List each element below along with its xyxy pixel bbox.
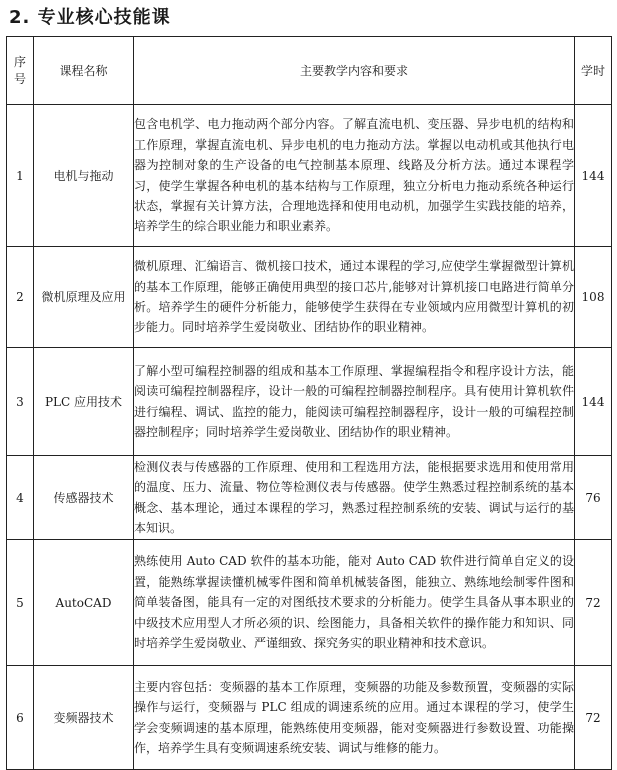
header-index: 序号 (7, 37, 34, 105)
table-row (7, 666, 612, 770)
row-course-name: 传感器技术 (34, 456, 134, 540)
course-table (6, 36, 612, 770)
table-row (7, 348, 612, 456)
row-hours: 108 (575, 247, 612, 348)
table-row (7, 456, 612, 540)
row-index: 3 (7, 348, 34, 456)
row-index: 2 (7, 247, 34, 348)
row-hours: 144 (575, 348, 612, 456)
row-course-name: 微机原理及应用 (34, 247, 134, 348)
row-index: 4 (7, 456, 34, 540)
row-content: 主要内容包括：变频器的基本工作原理，变频器的功能及参数预置，变频器的实际操作与运行，变频器与 PLC 组成的调速系统的应用。通过本课程的学习，使学生学会变频调速的基本原理，能熟练使用变频器，能对变频器进行参数设置、功能操作，培养学生具有变频调速系统安装、调试与维修的能力。 (134, 666, 575, 770)
row-content: 检测仪表与传感器的工作原理、使用和工程选用方法，能根据要求选用和使用常用的温度、压力、流量、物位等检测仪表与传感器。使学生熟悉过程控制系统的基本概念、基本理论，通过本课程的学习，熟悉过程控制系统的安装、调试与运行的基本知识。 (134, 456, 575, 540)
table-row (7, 247, 612, 348)
row-hours: 72 (575, 666, 612, 770)
row-hours: 144 (575, 105, 612, 247)
section-title: 2. 专业核心技能课 (9, 7, 171, 28)
table-header-row (7, 37, 612, 105)
header-course-name: 课程名称 (34, 37, 134, 105)
row-course-name: PLC 应用技术 (34, 348, 134, 456)
row-content: 包含电机学、电力拖动两个部分内容。了解直流电机、变压器、异步电机的结构和工作原理，掌握直流电机、异步电机的电力拖动方法。掌握以电动机或其他执行电器为控制对象的生产设备的电气控制基本原理、线路及分析方法。通过本课程学习，使学生掌握各种电机的基本结构与工作原理，独立分析电力拖动系统各种运行状态，掌握有关计算方法，合理地选择和使用电动机，加强学生实践技能的培养，培养学生的综合职业能力和职业素养。 (134, 105, 575, 247)
row-hours: 76 (575, 456, 612, 540)
table-row (7, 105, 612, 247)
row-course-name: AutoCAD (34, 540, 134, 666)
row-index: 5 (7, 540, 34, 666)
row-course-name: 电机与拖动 (34, 105, 134, 247)
row-index: 6 (7, 666, 34, 770)
row-hours: 72 (575, 540, 612, 666)
header-hours: 学时 (575, 37, 612, 105)
row-content: 了解小型可编程控制器的组成和基本工作原理、掌握编程指令和程序设计方法，能阅读可编程控制器程序，设计一般的可编程控制器控制程序。具有使用计算机软件进行编程、调试、监控的能力，能阅读可编程控制器程序，设计一般的可编程控制器控制程序；同时培养学生爱岗敬业、团结协作的职业精神。 (134, 348, 575, 456)
row-course-name: 变频器技术 (34, 666, 134, 770)
row-content: 微机原理、汇编语言、微机接口技术，通过本课程的学习,应使学生掌握微型计算机的基本工作原理，能够正确使用典型的接口芯片,能够对计算机接口电路进行简单分析。培养学生的硬件分析能力，能够使学生获得在专业领域内应用微型计算机的初步能力。同时培养学生爱岗敬业、团结协作的职业精神。 (134, 247, 575, 348)
row-content: 熟练使用 Auto CAD 软件的基本功能，能对 Auto CAD 软件进行简单自定义的设置，能熟练掌握读懂机械零件图和简单机械装备图，能独立、熟练地绘制零件图和简单装备图，能具有一定的对图纸技术要求的分析能力。使学生具备从事本职业的中级技术应用型人才所必须的识、绘图能力，具备相关软件的操作能力和知识、同时培养学生爱岗敬业、严谨细致、探究务实的职业精神和技术意识。 (134, 540, 575, 666)
table-row (7, 540, 612, 666)
row-index: 1 (7, 105, 34, 247)
header-content: 主要教学内容和要求 (134, 37, 575, 105)
